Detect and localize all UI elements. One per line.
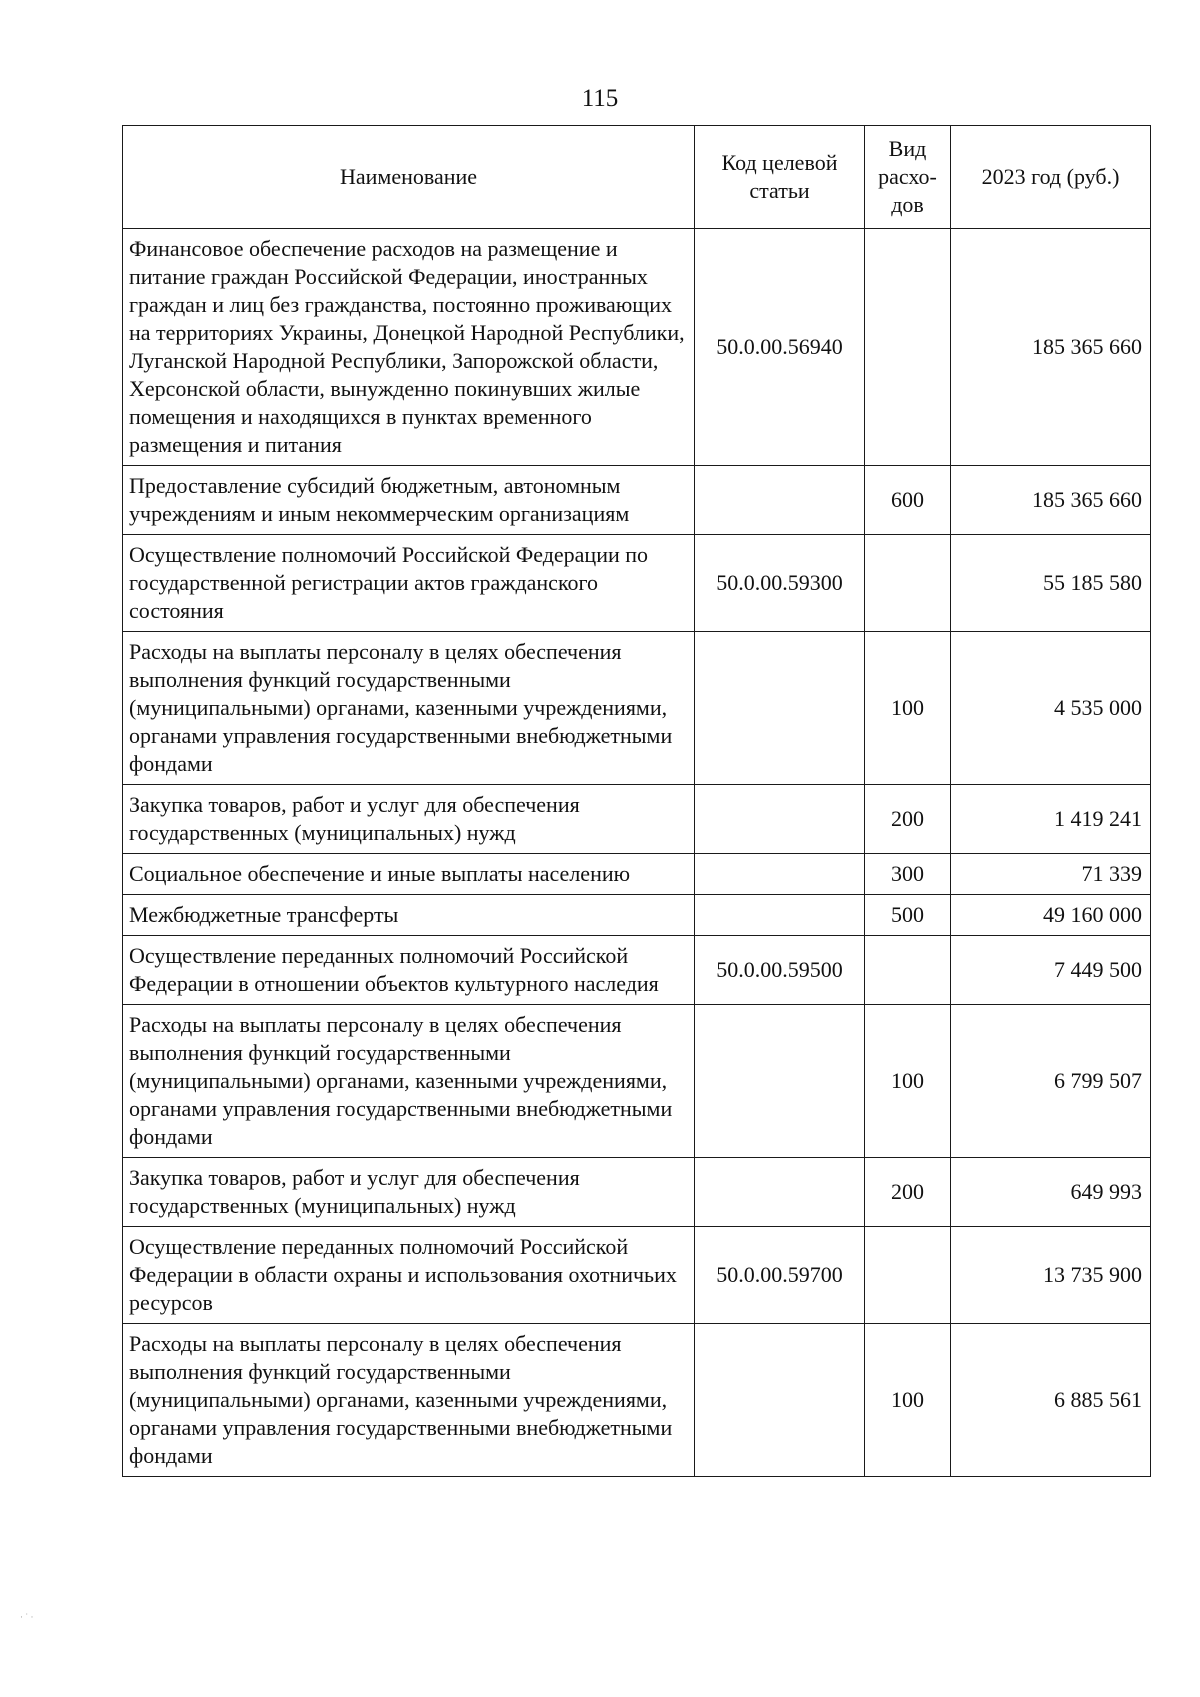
cell-amount: 6 885 561 [951, 1324, 1151, 1477]
header-amount: 2023 год (руб.) [951, 126, 1151, 229]
table-row [123, 785, 1151, 854]
cell-code [695, 1005, 865, 1158]
cell-name: Осуществление переданных полномочий Российской Федерации в области охраны и использования охотничьих ресурсов [123, 1227, 695, 1324]
cell-name: Расходы на выплаты персоналу в целях обеспечения выполнения функций государственными (муниципальными) органами, казенными учреждениями, органами управления государственными внебюджетными фондами [123, 632, 695, 785]
cell-code [695, 1324, 865, 1477]
table-row [123, 1227, 1151, 1324]
scan-artifact: · ˙ · [20, 1612, 34, 1622]
cell-kind: 100 [865, 1005, 951, 1158]
cell-amount: 49 160 000 [951, 895, 1151, 936]
cell-kind [865, 1227, 951, 1324]
cell-amount: 649 993 [951, 1158, 1151, 1227]
cell-name: Осуществление переданных полномочий Российской Федерации в отношении объектов культурного наследия [123, 936, 695, 1005]
cell-kind: 500 [865, 895, 951, 936]
cell-code [695, 1158, 865, 1227]
cell-name: Расходы на выплаты персоналу в целях обеспечения выполнения функций государственными (муниципальными) органами, казенными учреждениями, органами управления государственными внебюджетными фондами [123, 1324, 695, 1477]
cell-amount: 13 735 900 [951, 1227, 1151, 1324]
cell-code: 50.0.00.59300 [695, 535, 865, 632]
cell-amount: 55 185 580 [951, 535, 1151, 632]
cell-amount: 185 365 660 [951, 466, 1151, 535]
table-row [123, 895, 1151, 936]
table-body [123, 229, 1151, 1477]
cell-kind: 300 [865, 854, 951, 895]
header-name: Наименование [123, 126, 695, 229]
cell-amount: 6 799 507 [951, 1005, 1151, 1158]
header-row [123, 126, 1151, 229]
header-code: Код целевой статьи [695, 126, 865, 229]
cell-kind: 100 [865, 632, 951, 785]
table-row [123, 1324, 1151, 1477]
cell-name: Межбюджетные трансферты [123, 895, 695, 936]
cell-name: Закупка товаров, работ и услуг для обеспечения государственных (муниципальных) нужд [123, 1158, 695, 1227]
cell-amount: 1 419 241 [951, 785, 1151, 854]
cell-name: Финансовое обеспечение расходов на размещение и питание граждан Российской Федерации, иностранных граждан и лиц без гражданства, постоянно проживающих на территориях Украины, Донецкой Народной Республики, Луганской Народной Республики, Запорожской области, Херсонской области, вынужденно покинувших жилые помещения и находящихся в пунктах временного размещения и питания [123, 229, 695, 466]
cell-name: Предоставление субсидий бюджетным, автономным учреждениям и иным некоммерческим организациям [123, 466, 695, 535]
table-row [123, 854, 1151, 895]
table-row [123, 632, 1151, 785]
cell-amount: 7 449 500 [951, 936, 1151, 1005]
cell-amount: 71 339 [951, 854, 1151, 895]
budget-table [122, 125, 1151, 1477]
cell-code [695, 895, 865, 936]
cell-kind: 600 [865, 466, 951, 535]
cell-kind [865, 936, 951, 1005]
cell-amount: 4 535 000 [951, 632, 1151, 785]
cell-name: Расходы на выплаты персоналу в целях обеспечения выполнения функций государственными (муниципальными) органами, казенными учреждениями, органами управления государственными внебюджетными фондами [123, 1005, 695, 1158]
table-header [123, 126, 1151, 229]
cell-name: Социальное обеспечение и иные выплаты населению [123, 854, 695, 895]
header-kind: Вид расхо-дов [865, 126, 951, 229]
page-number: 115 [581, 85, 619, 112]
table-row [123, 229, 1151, 466]
cell-code [695, 632, 865, 785]
cell-code: 50.0.00.59500 [695, 936, 865, 1005]
cell-kind: 100 [865, 1324, 951, 1477]
cell-name: Закупка товаров, работ и услуг для обеспечения государственных (муниципальных) нужд [123, 785, 695, 854]
table-row [123, 936, 1151, 1005]
cell-code [695, 785, 865, 854]
cell-kind: 200 [865, 785, 951, 854]
cell-kind [865, 229, 951, 466]
table-row [123, 466, 1151, 535]
cell-code [695, 466, 865, 535]
cell-kind [865, 535, 951, 632]
cell-code [695, 854, 865, 895]
table-row [123, 535, 1151, 632]
cell-name: Осуществление полномочий Российской Федерации по государственной регистрации актов гражданского состояния [123, 535, 695, 632]
cell-amount: 185 365 660 [951, 229, 1151, 466]
cell-code: 50.0.00.59700 [695, 1227, 865, 1324]
cell-kind: 200 [865, 1158, 951, 1227]
cell-code: 50.0.00.56940 [695, 229, 865, 466]
table-row [123, 1005, 1151, 1158]
table-row [123, 1158, 1151, 1227]
